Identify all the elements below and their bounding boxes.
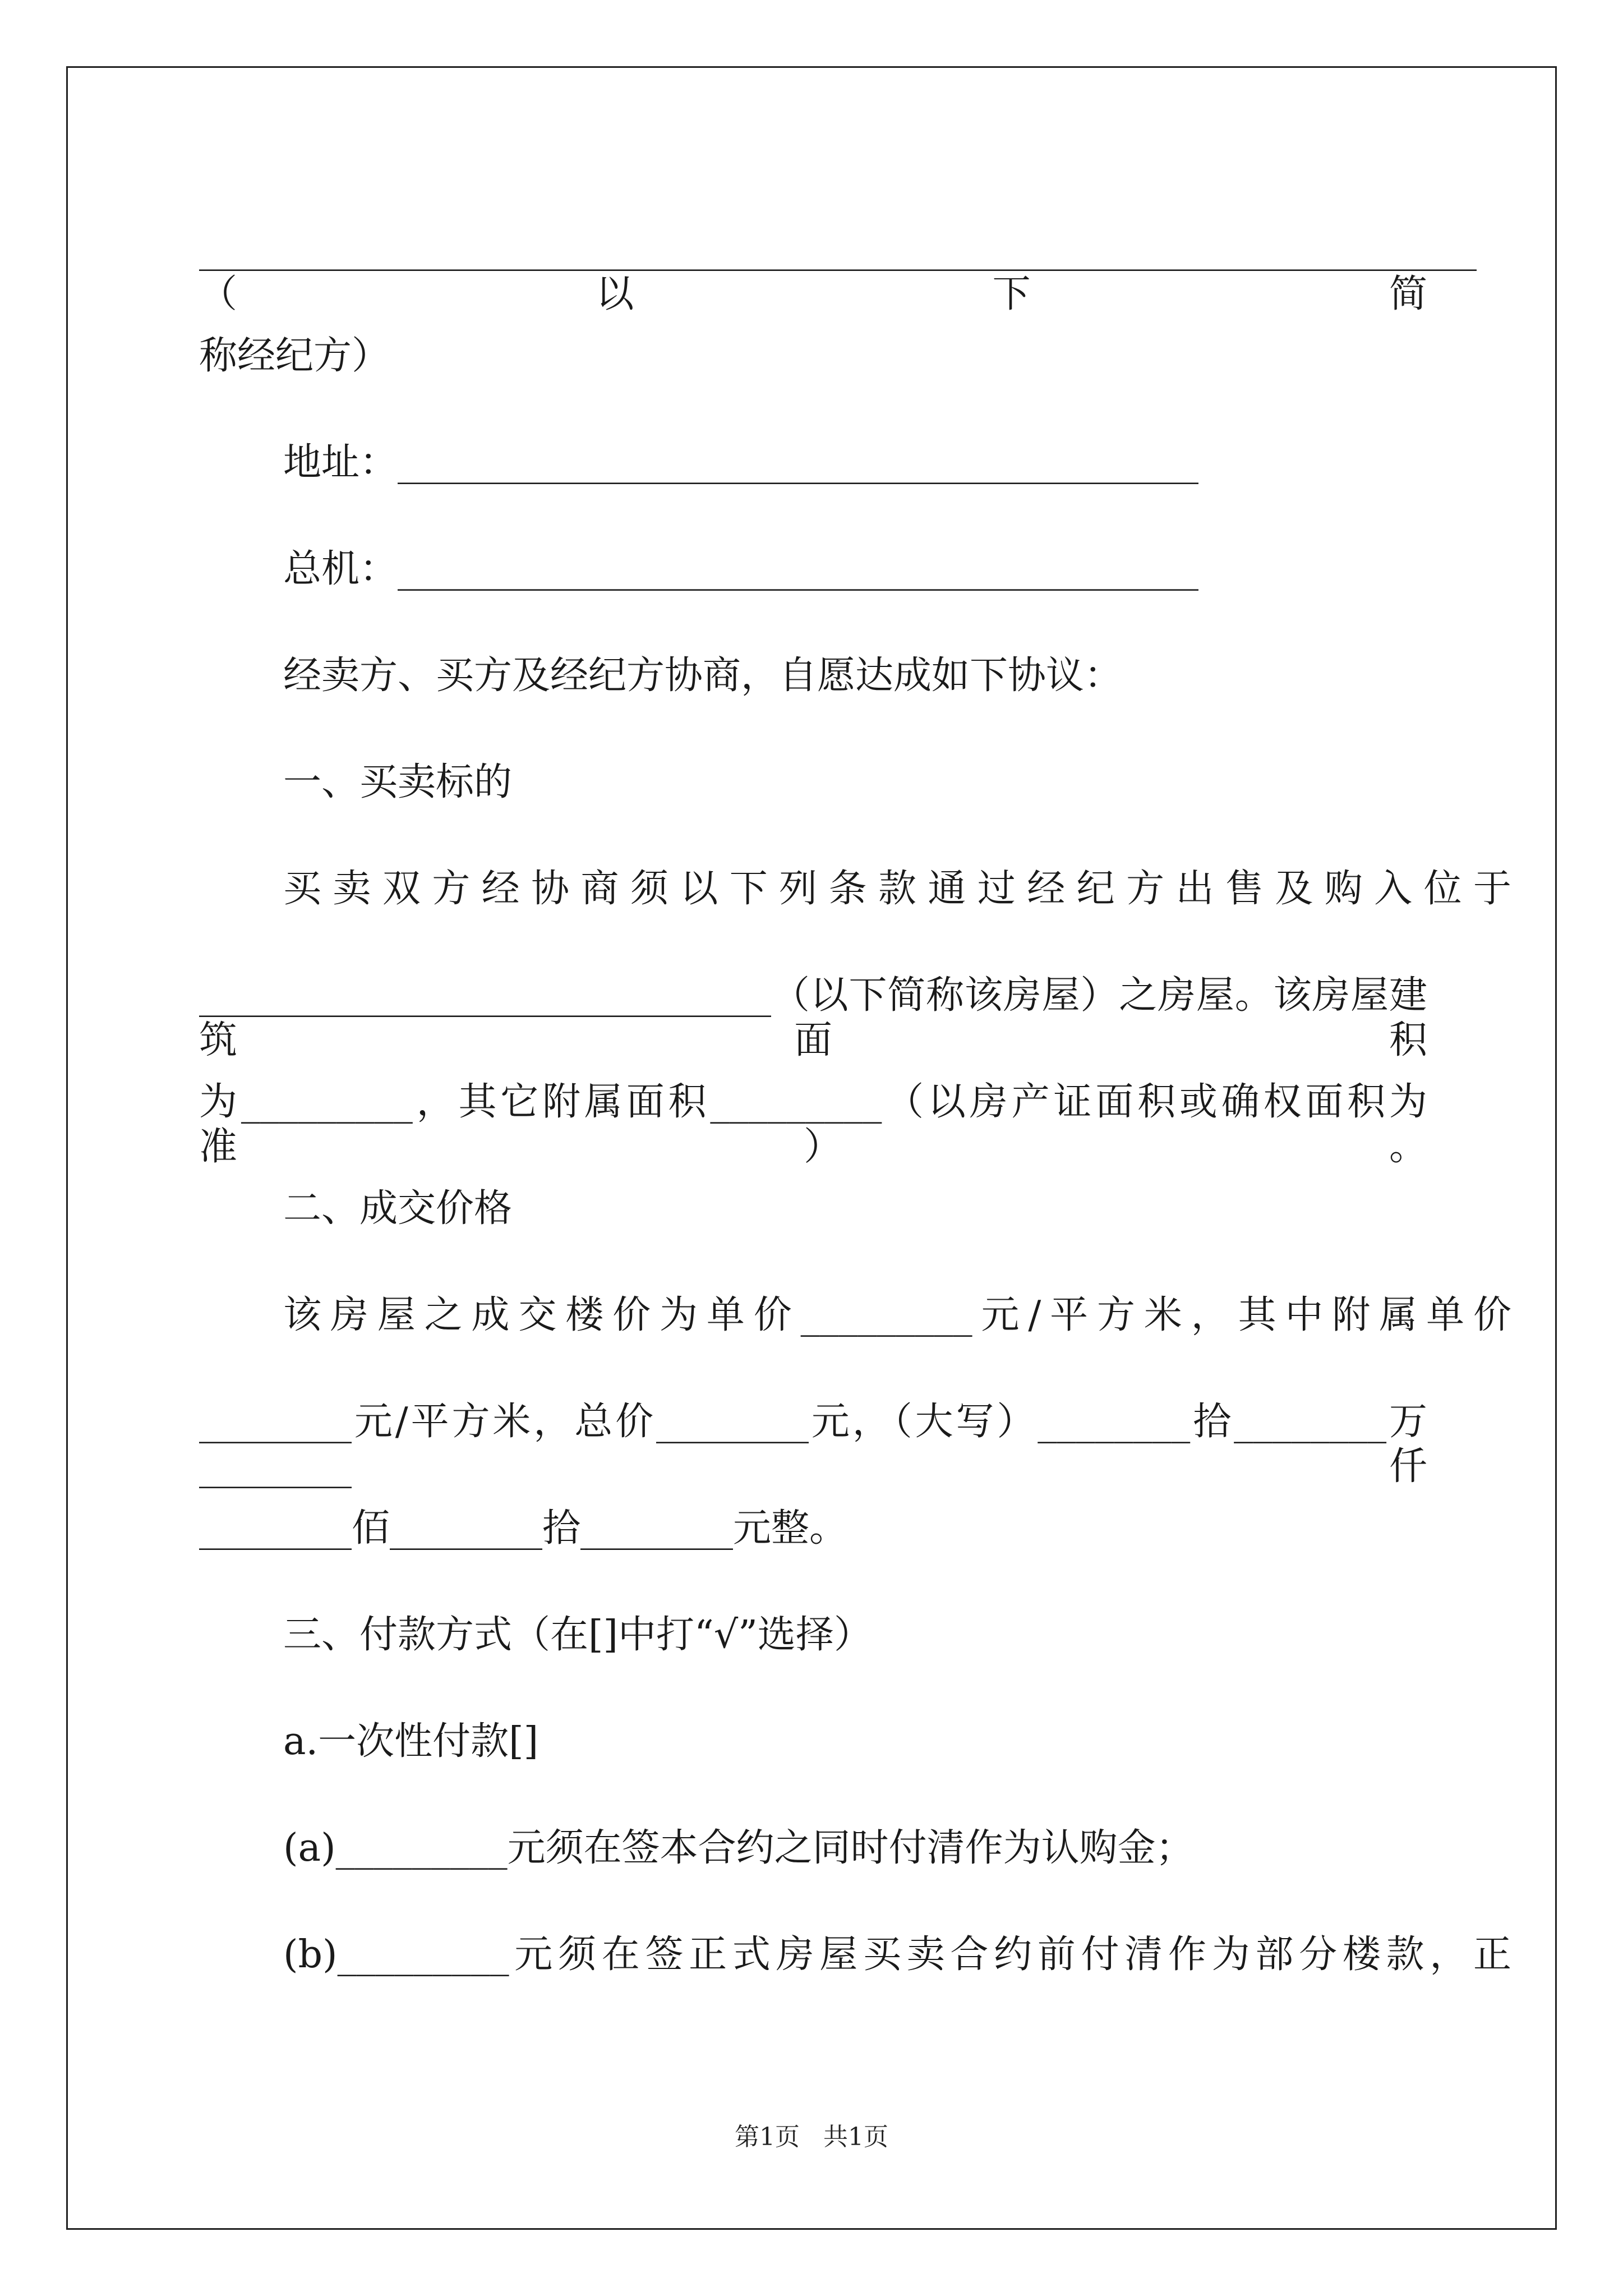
section-heading-1: 一、买卖标的: [283, 760, 513, 804]
payment-option-a: a.一次性付款[]: [283, 1719, 539, 1764]
agreement-intro: 经卖方、买方及经纪方协商，自愿达成如下协议：: [283, 654, 1123, 698]
section-heading-2: 二、成交价格: [283, 1186, 513, 1231]
price-paragraph-line-2: ________元/平方米，总价________元，（大写）________拾________万________仟: [199, 1400, 1427, 1489]
agent-name-continued: 称经纪方）: [199, 334, 390, 378]
switchboard-line: 总机：__________________________________________: [283, 547, 1199, 591]
price-paragraph-line-1: 该房屋之成交楼价为单价_________元/平方米，其中附属单价: [283, 1293, 1511, 1337]
section-heading-3: 三、付款方式（在[]中打“√”选择）: [283, 1613, 872, 1657]
price-paragraph-line-3: ________佰________拾________元整。: [199, 1506, 848, 1550]
subject-paragraph-line-2: ______________________________（以下简称该房屋）之房屋。该房屋建筑面积: [199, 973, 1427, 1062]
subject-paragraph-line-1: 买卖双方经协商须以下列条款通过经纪方出售及购入位于: [283, 867, 1511, 911]
payment-item-a: (a)_________元须在签本合约之同时付清作为认购金；: [283, 1826, 1194, 1870]
agent-name-line: ___________________________________________________________________（以下简: [199, 227, 1477, 316]
address-line: 地址：__________________________________________: [283, 440, 1199, 485]
page-footer: 第1页 共1页: [735, 2123, 888, 2151]
payment-item-b: (b)_________元须在签正式房屋买卖合约前付清作为部分楼款，正: [283, 1932, 1511, 1977]
subject-paragraph-line-3: 为_________，其它附属面积_________（以房产证面积或确权面积为准）。: [199, 1080, 1427, 1169]
